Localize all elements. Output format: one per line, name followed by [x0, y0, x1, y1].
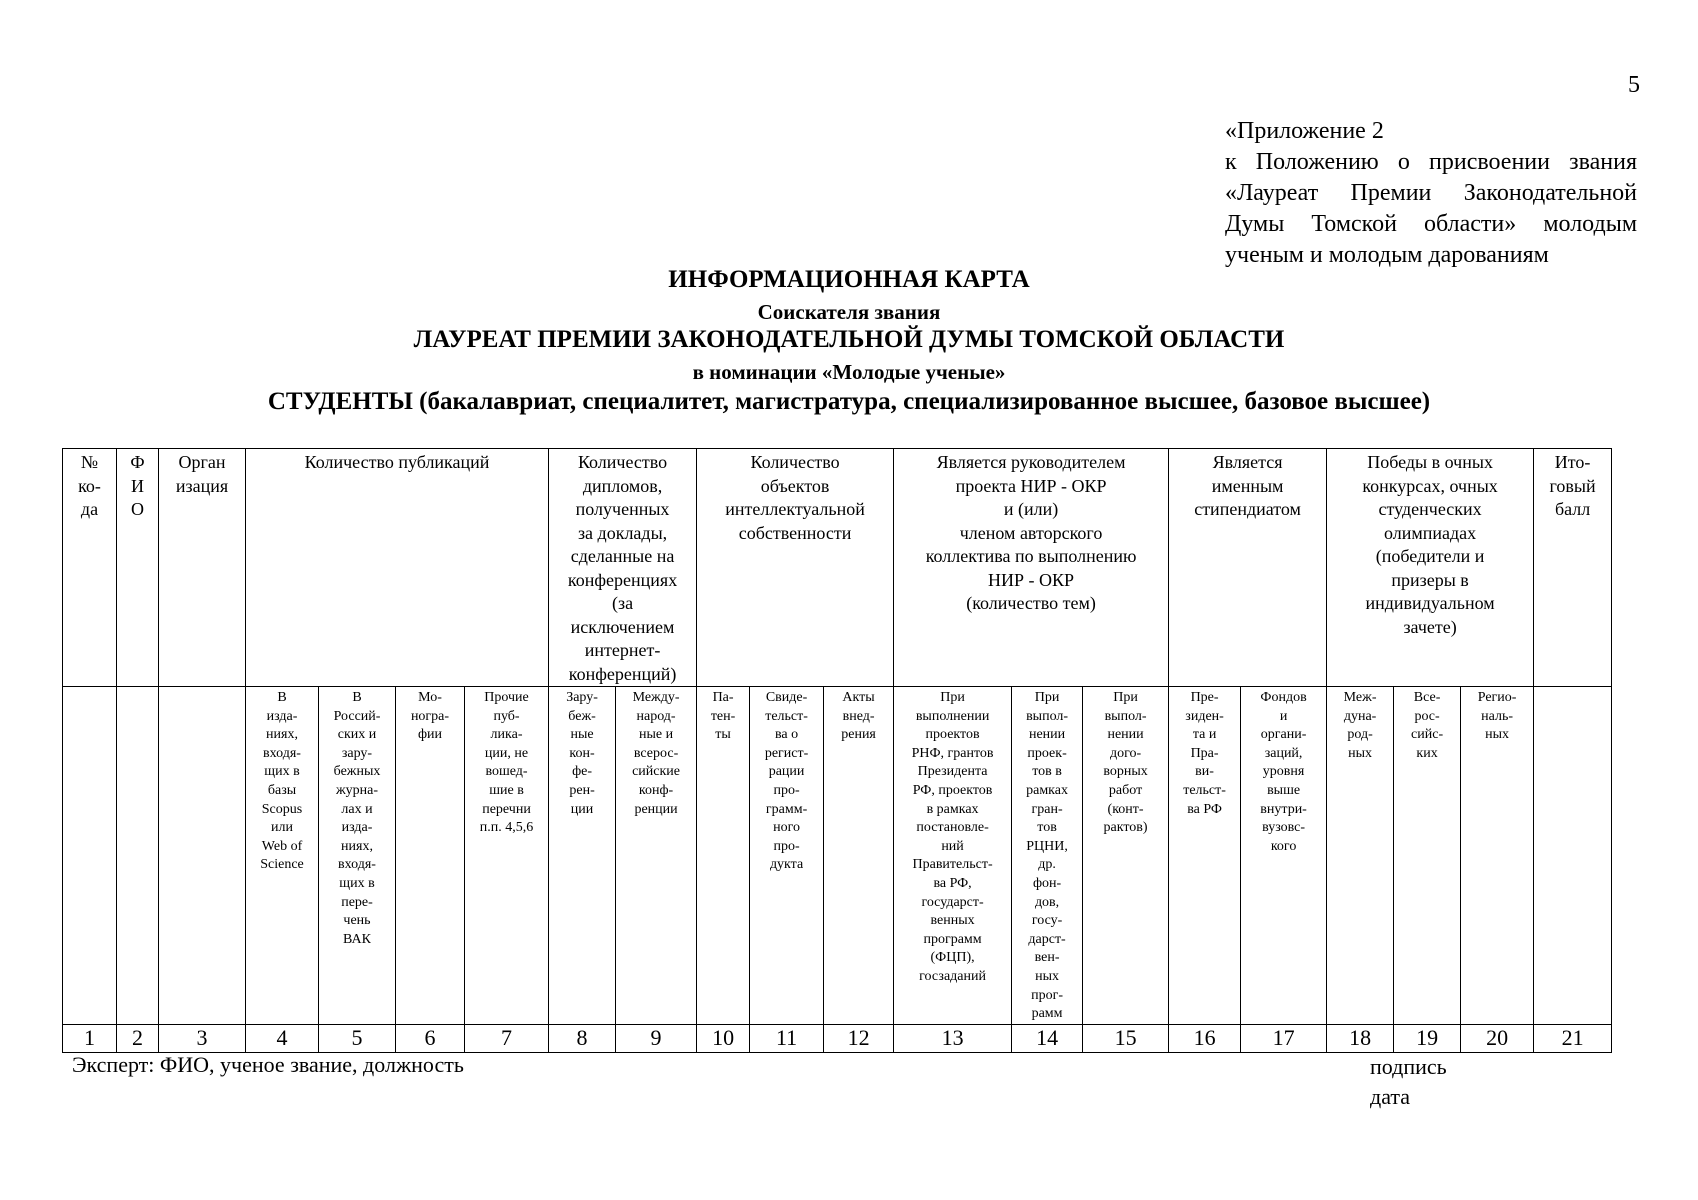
subheader-other-publications: Прочие пуб- лика- ции, не вошед- шие в перечни п.п. 4,5,6 [465, 687, 549, 1025]
subheader-international-conferences: Между- народ- ные и всерос- сийские конф- ренции [616, 687, 697, 1025]
subheader-contracts: При выпол- нении дого- ворных работ (конт- рактов) [1083, 687, 1169, 1025]
column-number-row [63, 1024, 1612, 1052]
subheader-president-stipend: Пре- зиден- та и Пра- ви- тельст- ва РФ [1169, 687, 1241, 1025]
appendix-line-5: ученым и молодым дарованиям [1225, 242, 1549, 268]
column-number: 14 [1012, 1024, 1083, 1052]
subheader-international-victories: Меж- дуна- род- ных [1327, 687, 1394, 1025]
header-code: № ко- да [63, 449, 117, 687]
column-number: 16 [1169, 1024, 1241, 1052]
document-subtitle-applicant: Соискателя звания [757, 300, 941, 324]
date-label: дата [1370, 1084, 1411, 1109]
column-number: 17 [1241, 1024, 1327, 1052]
page-number: 5 [1628, 72, 1640, 98]
appendix-line-2: к Положению о присвоении звания [1225, 149, 1637, 175]
subheader-acts: Акты внед- рения [824, 687, 894, 1025]
subheader-row [63, 687, 1612, 1025]
appendix-line-3: «Лауреат Премии Законодательной [1225, 180, 1637, 206]
header-diplomas: Количество дипломов, полученных за доклады, сделанные на конференциях (за исключением интернет- конференций) [549, 449, 697, 687]
column-number: 21 [1534, 1024, 1612, 1052]
subheader-foreign-conferences: Зару- беж- ные кон- фе- рен- ции [549, 687, 616, 1025]
appendix-note [1225, 116, 1637, 271]
column-number: 15 [1083, 1024, 1169, 1052]
column-number: 3 [159, 1024, 246, 1052]
header-total-score: Ито- говый балл [1534, 449, 1612, 687]
header-publications: Количество публикаций [246, 449, 549, 687]
appendix-line-4: Думы Томской области» молодым [1225, 211, 1637, 237]
subheader-scopus: В изда- ниях, входя- щих в базы Scopus или Web of Science [246, 687, 319, 1025]
subheader-empty-21 [1534, 687, 1612, 1025]
subheader-rnf-projects: При выполнении проектов РНФ, грантов Президента РФ, проектов в рамках постановле- ний Правительст- ва РФ, государст- венных программ (ФЦП), госзаданий [894, 687, 1012, 1025]
document-subtitle-students: СТУДЕНТЫ (бакалавриат, специалитет, магистратура, специализированное высшее, базовое высшее) [267, 388, 1431, 415]
header-victories: Победы в очных конкурсах, очных студенческих олимпиадах (победители и призеры в индивидуальном зачете) [1327, 449, 1534, 687]
document-subtitle-nomination: в номинации «Молодые ученые» [692, 360, 1006, 384]
subheader-vak: В Россий- ских и зару- бежных журна- лах и изда- ниях, входя- щих в пере- чень ВАК [319, 687, 396, 1025]
column-number: 5 [319, 1024, 396, 1052]
header-stipend: Является именным стипендиатом [1169, 449, 1327, 687]
header-row [63, 449, 1612, 687]
column-number: 11 [750, 1024, 824, 1052]
appendix-line-1: «Приложение 2 [1225, 118, 1384, 144]
signature-label: подпись [1370, 1054, 1447, 1079]
column-number: 20 [1461, 1024, 1534, 1052]
subheader-funds-stipend: Фондов и органи- заций, уровня выше внутри- вузовс- кого [1241, 687, 1327, 1025]
column-number: 10 [697, 1024, 750, 1052]
document-title: ИНФОРМАЦИОННАЯ КАРТА [668, 266, 1030, 293]
column-number: 4 [246, 1024, 319, 1052]
signature-block [1370, 1052, 1447, 1112]
expert-line: Эксперт: ФИО, ученое звание, должность [72, 1052, 464, 1077]
subheader-empty-2 [117, 687, 159, 1025]
column-number: 9 [616, 1024, 697, 1052]
subheader-empty-1 [63, 687, 117, 1025]
header-intellectual-property: Количество объектов интеллектуальной собственности [697, 449, 894, 687]
column-number: 1 [63, 1024, 117, 1052]
subheader-empty-3 [159, 687, 246, 1025]
column-number: 18 [1327, 1024, 1394, 1052]
subheader-national-victories: Все- рос- сийс- ких [1394, 687, 1461, 1025]
subheader-monographs: Мо- ногра- фии [396, 687, 465, 1025]
column-number: 19 [1394, 1024, 1461, 1052]
header-research-projects: Является руководителем проекта НИР - ОКР и (или) членом авторского коллектива по выполнению НИР - ОКР (количество тем) [894, 449, 1169, 687]
subheader-regional-victories: Регио- наль- ных [1461, 687, 1534, 1025]
column-number: 6 [396, 1024, 465, 1052]
subheader-rcni-projects: При выпол- нении проек- тов в рамках гран- тов РЦНИ, др. фон- дов, госу- дарст- вен- ных прог- рамм [1012, 687, 1083, 1025]
subheader-certificates: Свиде- тельст- ва о регист- рации про- грамм- ного про- дукта [750, 687, 824, 1025]
column-number: 13 [894, 1024, 1012, 1052]
column-number: 8 [549, 1024, 616, 1052]
column-number: 7 [465, 1024, 549, 1052]
document-subtitle-laureate: ЛАУРЕАТ ПРЕМИИ ЗАКОНОДАТЕЛЬНОЙ ДУМЫ ТОМСКОЙ ОБЛАСТИ [413, 326, 1285, 353]
information-card-table [62, 448, 1612, 1053]
subheader-patents: Па- тен- ты [697, 687, 750, 1025]
header-fio: Ф И О [117, 449, 159, 687]
column-number: 2 [117, 1024, 159, 1052]
header-organization: Орган изация [159, 449, 246, 687]
column-number: 12 [824, 1024, 894, 1052]
